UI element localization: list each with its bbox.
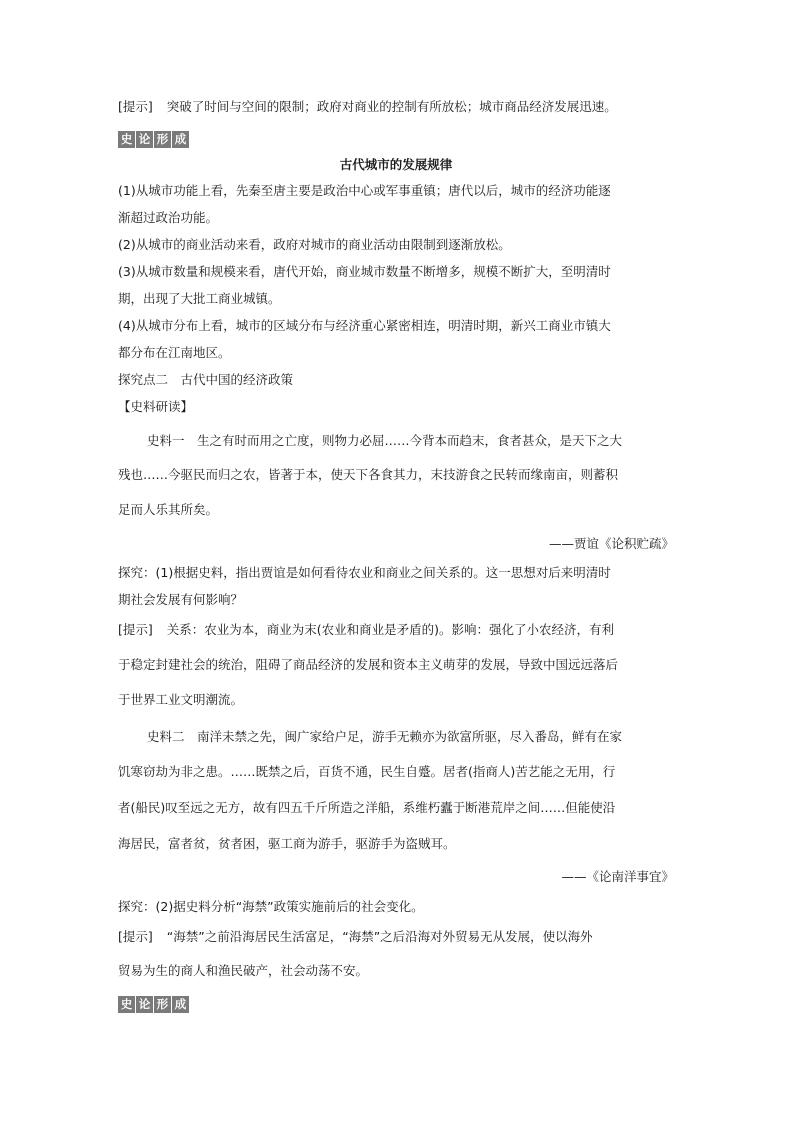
hint-text: 关系：农业为本，商业为末(农业和商业是矛盾的)。影响：强化了小农经济，有利 [166, 622, 615, 637]
section-line: (3)从城市数量和规模来看，唐代开始，商业城市数量不断增多，规模不断扩大，至明清时 [118, 264, 611, 279]
hint-line: 贸易为生的商人和渔民破产，社会动荡不安。 [118, 963, 369, 978]
hint-2-line [118, 623, 614, 637]
question-line: 期社会发展有何影响？ [118, 592, 244, 607]
badge-char: 史 [118, 131, 135, 148]
source-line: 史料一 生之有时而用之亡度，则物力必屈……今背本而趋末，食者甚众，是天下之大 [147, 433, 623, 448]
hint-3-line [118, 930, 593, 944]
source-line: 足而人乐其所矣。 [118, 502, 219, 517]
section-line: (2)从城市的商业活动来看，政府对城市的商业活动由限制到逐渐放松。 [118, 237, 511, 252]
section-line: (1)从城市功能上看，先秦至唐主要是政治中心或军事重镇；唐代以后，城市的经济功能逐 [118, 183, 611, 198]
section-line: 都分布在江南地区。 [118, 345, 231, 360]
hint-label: [提示] [118, 929, 153, 944]
section-line: 期，出现了大批工商业城镇。 [118, 291, 281, 306]
question-line: 探究：(2)据史料分析“海禁”政策实施前后的社会变化。 [118, 899, 424, 914]
hint-text: “海禁”之前沿海居民生活富足，“海禁”之后沿海对外贸易无从发展，使以海外 [166, 929, 593, 944]
badge-char: 论 [136, 996, 153, 1013]
source-line: 史料二 南洋未禁之先，闽广家给户足，游手无赖亦为欲富所驱，尽入番岛，鲜有在家 [147, 729, 623, 744]
section-line: 渐超过政治功能。 [118, 210, 219, 225]
section-badge [118, 131, 189, 148]
hint-text: 突破了时间与空间的限制；政府对商业的控制有所放松；城市商品经济发展迅速。 [166, 99, 617, 114]
topic-title: 探究点二 古代中国的经济政策 [118, 372, 294, 387]
source-line: 者(船民)叹至远之无方，故有四五千斤所造之洋船，系维朽蠹于断港荒岸之间……但能使沿 [118, 800, 616, 815]
section-badge [118, 996, 189, 1013]
hint-1 [118, 100, 617, 114]
source-citation: ——贾谊《论积贮疏》 [548, 536, 674, 551]
source-line: 海居民，富者贫，贫者困，驱工商为游手，驱游手为盗贼耳。 [118, 836, 456, 851]
hint-line: 于世界工业文明潮流。 [118, 692, 244, 707]
question-line: 探究：(1)根据史料，指出贾谊是如何看待农业和商业之间关系的。这一思想对后来明清时 [118, 565, 611, 580]
section-title: 古代城市的发展规律 [339, 157, 453, 172]
badge-char: 形 [154, 996, 171, 1013]
hint-label: [提示] [118, 622, 153, 637]
source-citation: ——《论南洋事宜》 [561, 869, 674, 884]
topic-subtitle: 【史料研读】 [118, 399, 194, 414]
hint-line: 于稳定封建社会的统治，阻碍了商品经济的发展和资本主义萌芽的发展，导致中国远远落后 [118, 657, 619, 672]
section-line: (4)从城市分布上看，城市的区域分布与经济重心紧密相连，明清时期，新兴工商业市镇大 [118, 318, 611, 333]
source-line: 残也……今驱民而归之农，皆著于本，使天下各食其力，末技游食之民转而缘南亩，则蓄积 [118, 467, 619, 482]
hint-label: [提示] [118, 99, 153, 114]
badge-char: 形 [154, 131, 171, 148]
badge-char: 成 [172, 996, 189, 1013]
source-line: 饥寒窃劫为非之患。……既禁之后，百货不通，民生自蹙。居者(指商人)苦艺能之无用，行 [118, 764, 616, 779]
badge-char: 史 [118, 996, 135, 1013]
badge-char: 成 [172, 131, 189, 148]
badge-char: 论 [136, 131, 153, 148]
